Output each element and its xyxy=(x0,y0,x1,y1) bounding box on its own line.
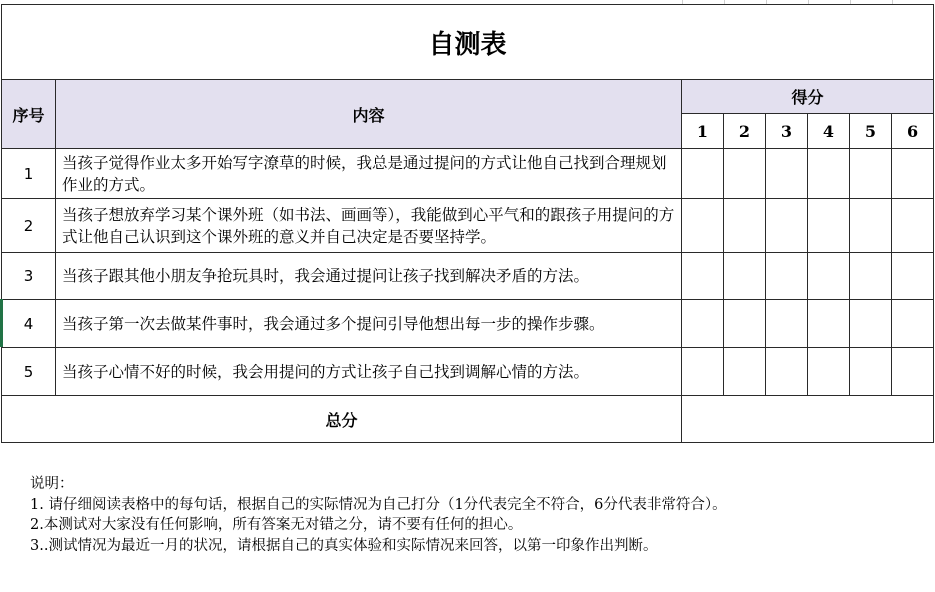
score-col-2[interactable]: 2 xyxy=(724,114,766,149)
score-cell[interactable] xyxy=(724,348,766,396)
score-col-5[interactable]: 5 xyxy=(850,114,892,149)
row-index[interactable]: 2 xyxy=(2,199,56,253)
score-cell[interactable] xyxy=(892,348,934,396)
table-row xyxy=(2,348,934,396)
score-cell[interactable] xyxy=(766,149,808,199)
score-col-4[interactable]: 4 xyxy=(808,114,850,149)
score-cell[interactable] xyxy=(892,149,934,199)
score-cell[interactable] xyxy=(808,300,850,348)
score-cell[interactable] xyxy=(808,348,850,396)
score-col-6[interactable]: 6 xyxy=(892,114,934,149)
score-cell[interactable] xyxy=(850,149,892,199)
row-content[interactable]: 当孩子觉得作业太多开始写字潦草的时候，我总是通过提问的方式让他自己找到合理规划作业的方式。 xyxy=(56,149,682,199)
note-item: 2.本测试对大家没有任何影响，所有答案无对错之分，请不要有任何的担心。 xyxy=(30,517,523,533)
score-cell[interactable] xyxy=(850,199,892,253)
header-content[interactable]: 内容 xyxy=(56,80,682,149)
table-row xyxy=(2,300,934,348)
row-content[interactable]: 当孩子心情不好的时候，我会用提问的方式让孩子自己找到调解心情的方法。 xyxy=(56,348,682,396)
score-cell[interactable] xyxy=(808,149,850,199)
score-cell[interactable] xyxy=(766,199,808,253)
score-cell[interactable] xyxy=(892,199,934,253)
score-cell[interactable] xyxy=(724,199,766,253)
score-cell[interactable] xyxy=(682,149,724,199)
table-title[interactable]: 自测表 xyxy=(2,5,934,80)
row-content[interactable]: 当孩子想放弃学习某个课外班（如书法、画画等），我能做到心平气和的跟孩子用提问的方式让他自己认识到这个课外班的意义并自己决定是否要坚持学。 xyxy=(56,199,682,253)
score-cell[interactable] xyxy=(682,300,724,348)
row-index[interactable]: 4 xyxy=(2,300,56,348)
score-col-3[interactable]: 3 xyxy=(766,114,808,149)
score-cell[interactable] xyxy=(682,253,724,300)
total-row xyxy=(2,396,934,443)
row-content[interactable]: 当孩子跟其他小朋友争抢玩具时，我会通过提问让孩子找到解决矛盾的方法。 xyxy=(56,253,682,300)
score-cell[interactable] xyxy=(808,199,850,253)
score-cell[interactable] xyxy=(766,253,808,300)
row-index[interactable]: 5 xyxy=(2,348,56,396)
total-label[interactable]: 总分 xyxy=(2,396,682,443)
score-cell[interactable] xyxy=(724,253,766,300)
score-cell[interactable] xyxy=(850,253,892,300)
table-row xyxy=(2,253,934,300)
score-cell[interactable] xyxy=(766,348,808,396)
score-col-1[interactable]: 1 xyxy=(682,114,724,149)
score-cell[interactable] xyxy=(892,253,934,300)
score-cell[interactable] xyxy=(850,348,892,396)
note-item: 1. 请仔细阅读表格中的每句话，根据自己的实际情况为自己打分（1分代表完全不符合，6分代表非常符合）。 xyxy=(30,496,727,513)
notes-heading: 说明： xyxy=(30,476,74,492)
header-score[interactable]: 得分 xyxy=(682,80,934,114)
row-content[interactable]: 当孩子第一次去做某件事时，我会通过多个提问引导他想出每一步的操作步骤。 xyxy=(56,300,682,348)
total-score-cell[interactable] xyxy=(682,396,934,443)
selected-row-marker xyxy=(0,299,3,347)
score-cell[interactable] xyxy=(850,300,892,348)
table-row xyxy=(2,149,934,199)
row-index[interactable]: 1 xyxy=(2,149,56,199)
score-cell[interactable] xyxy=(724,149,766,199)
score-cell[interactable] xyxy=(892,300,934,348)
self-test-table xyxy=(1,4,934,443)
score-cell[interactable] xyxy=(724,300,766,348)
table-row xyxy=(2,199,934,253)
header-index[interactable]: 序号 xyxy=(2,80,56,149)
score-cell[interactable] xyxy=(682,199,724,253)
score-cell[interactable] xyxy=(808,253,850,300)
row-index[interactable]: 3 xyxy=(2,253,56,300)
score-cell[interactable] xyxy=(682,348,724,396)
note-item: 3..测试情况为最近一月的状况，请根据自己的真实体验和实际情况来回答，以第一印象作出判断。 xyxy=(30,537,658,554)
score-cell[interactable] xyxy=(766,300,808,348)
notes-section xyxy=(30,474,727,556)
